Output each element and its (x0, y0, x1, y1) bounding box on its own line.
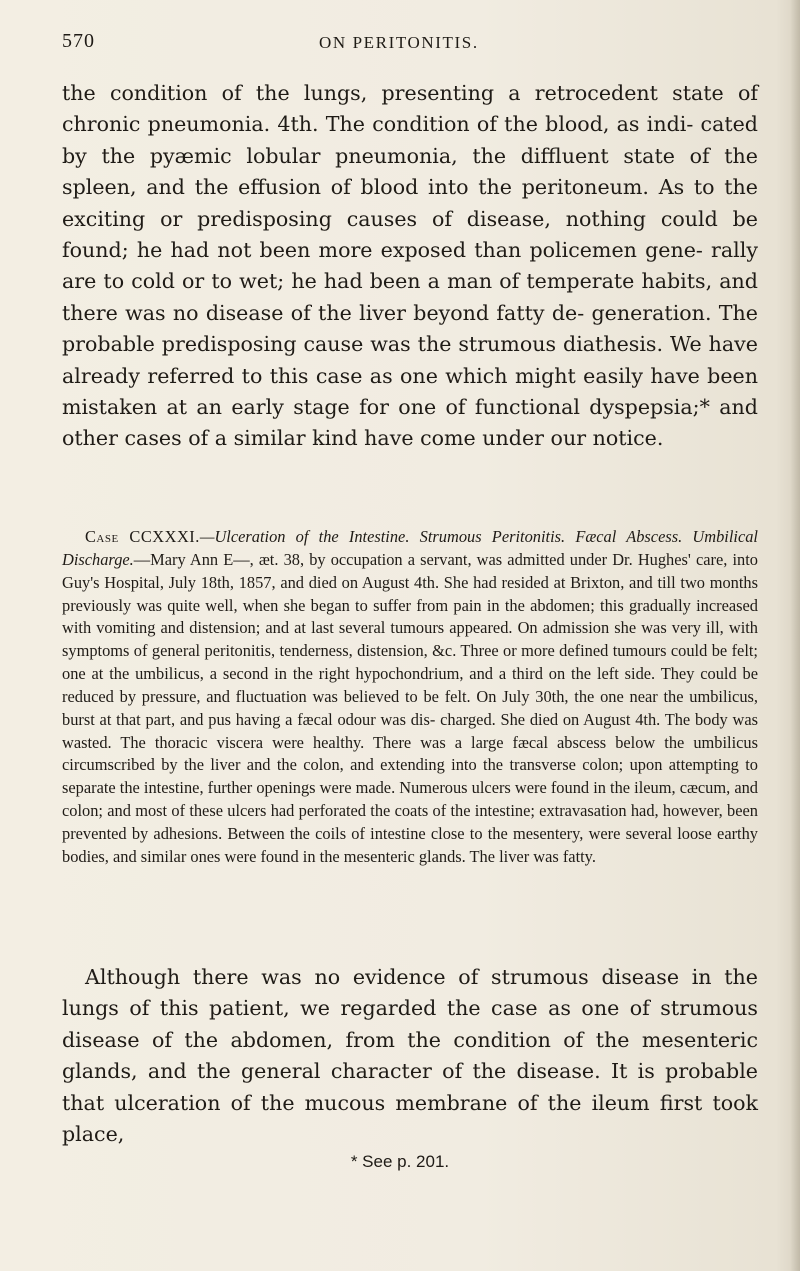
body-paragraph-2: Although there was no evidence of strumous disease in the lungs of this patient, we regarded the case as one of strumous disease of the abdomen, from the condition of the mesenteric glands, and the general character of the disease. It is probable that ulceration of the mucous membrane of the ileum first took place, (62, 965, 758, 1147)
running-head: ON PERITONITIS. (319, 33, 479, 52)
case-title: —Ulceration of the Intestine. Strumous Peritonitis. Fæcal Abscess. Umbilical Discharge. (62, 527, 758, 569)
body-paragraph-1: the condition of the lungs, presenting a retrocedent state of chronic pneumonia. 4th. The condition of the blood, as indi- cated by the pyæmic lobular pneumonia, the diffluent state of the spleen, and the effusion of blood into the peritoneum. As to the exciting or predisposing causes of disease, nothing could be found; he had not been more exposed than policemen gene- rally are to cold or to wet; he had been a man of temperate habits, and there was no disease of the liver beyond fatty de- generation. The probable predisposing cause was the strumous diathesis. We have already referred to this case as one which might easily have been mistaken at an early stage for one of functional dyspepsia;* and other cases of a similar kind have come under our notice. (62, 81, 758, 451)
page-edge-shadow (790, 0, 800, 1271)
case-report (62, 526, 758, 869)
case-label: Case CCXXXI. (85, 527, 200, 546)
page-header (62, 30, 762, 56)
case-body: —Mary Ann E—, æt. 38, by occupation a servant, was admitted under Dr. Hughes' care, into Guy's Hospital, July 18th, 1857, and died on August 4th. She had resided at Brixton, and till two months previously was quite well, when she began to suffer from pain in the abdomen; this gradually increased with vomiting and distension; and at last several tumours appeared. On admission she was very ill, with symptoms of general peritonitis, tenderness, distension, &c. Three or more defined tumours could be felt; one at the umbilicus, a second in the right hypochondrium, and a third on the left side. They could be reduced by pressure, and fluctuation was believed to be felt. On July 30th, the one near the umbilicus, burst at that part, and pus having a fæcal odour was dis- charged. She died on August 4th. The body was wasted. The thoracic viscera were healthy. There was a large fæcal abscess below the umbilicus circumscribed by the liver and the colon, and extending into the transverse colon; upon attempting to separate the intestine, further openings were made. Numerous ulcers were found in the ileum, cæcum, and colon; and most of these ulcers had perforated the coats of the intestine; extravasation had, however, been prevented by adhesions. Between the coils of intestine close to the mesentery, were several loose earthy bodies, and similar ones were found in the mesenteric glands. The liver was fatty. (62, 549, 758, 866)
footnote: * See p. 201. (350, 1152, 450, 1171)
page-number: 570 (62, 30, 95, 52)
